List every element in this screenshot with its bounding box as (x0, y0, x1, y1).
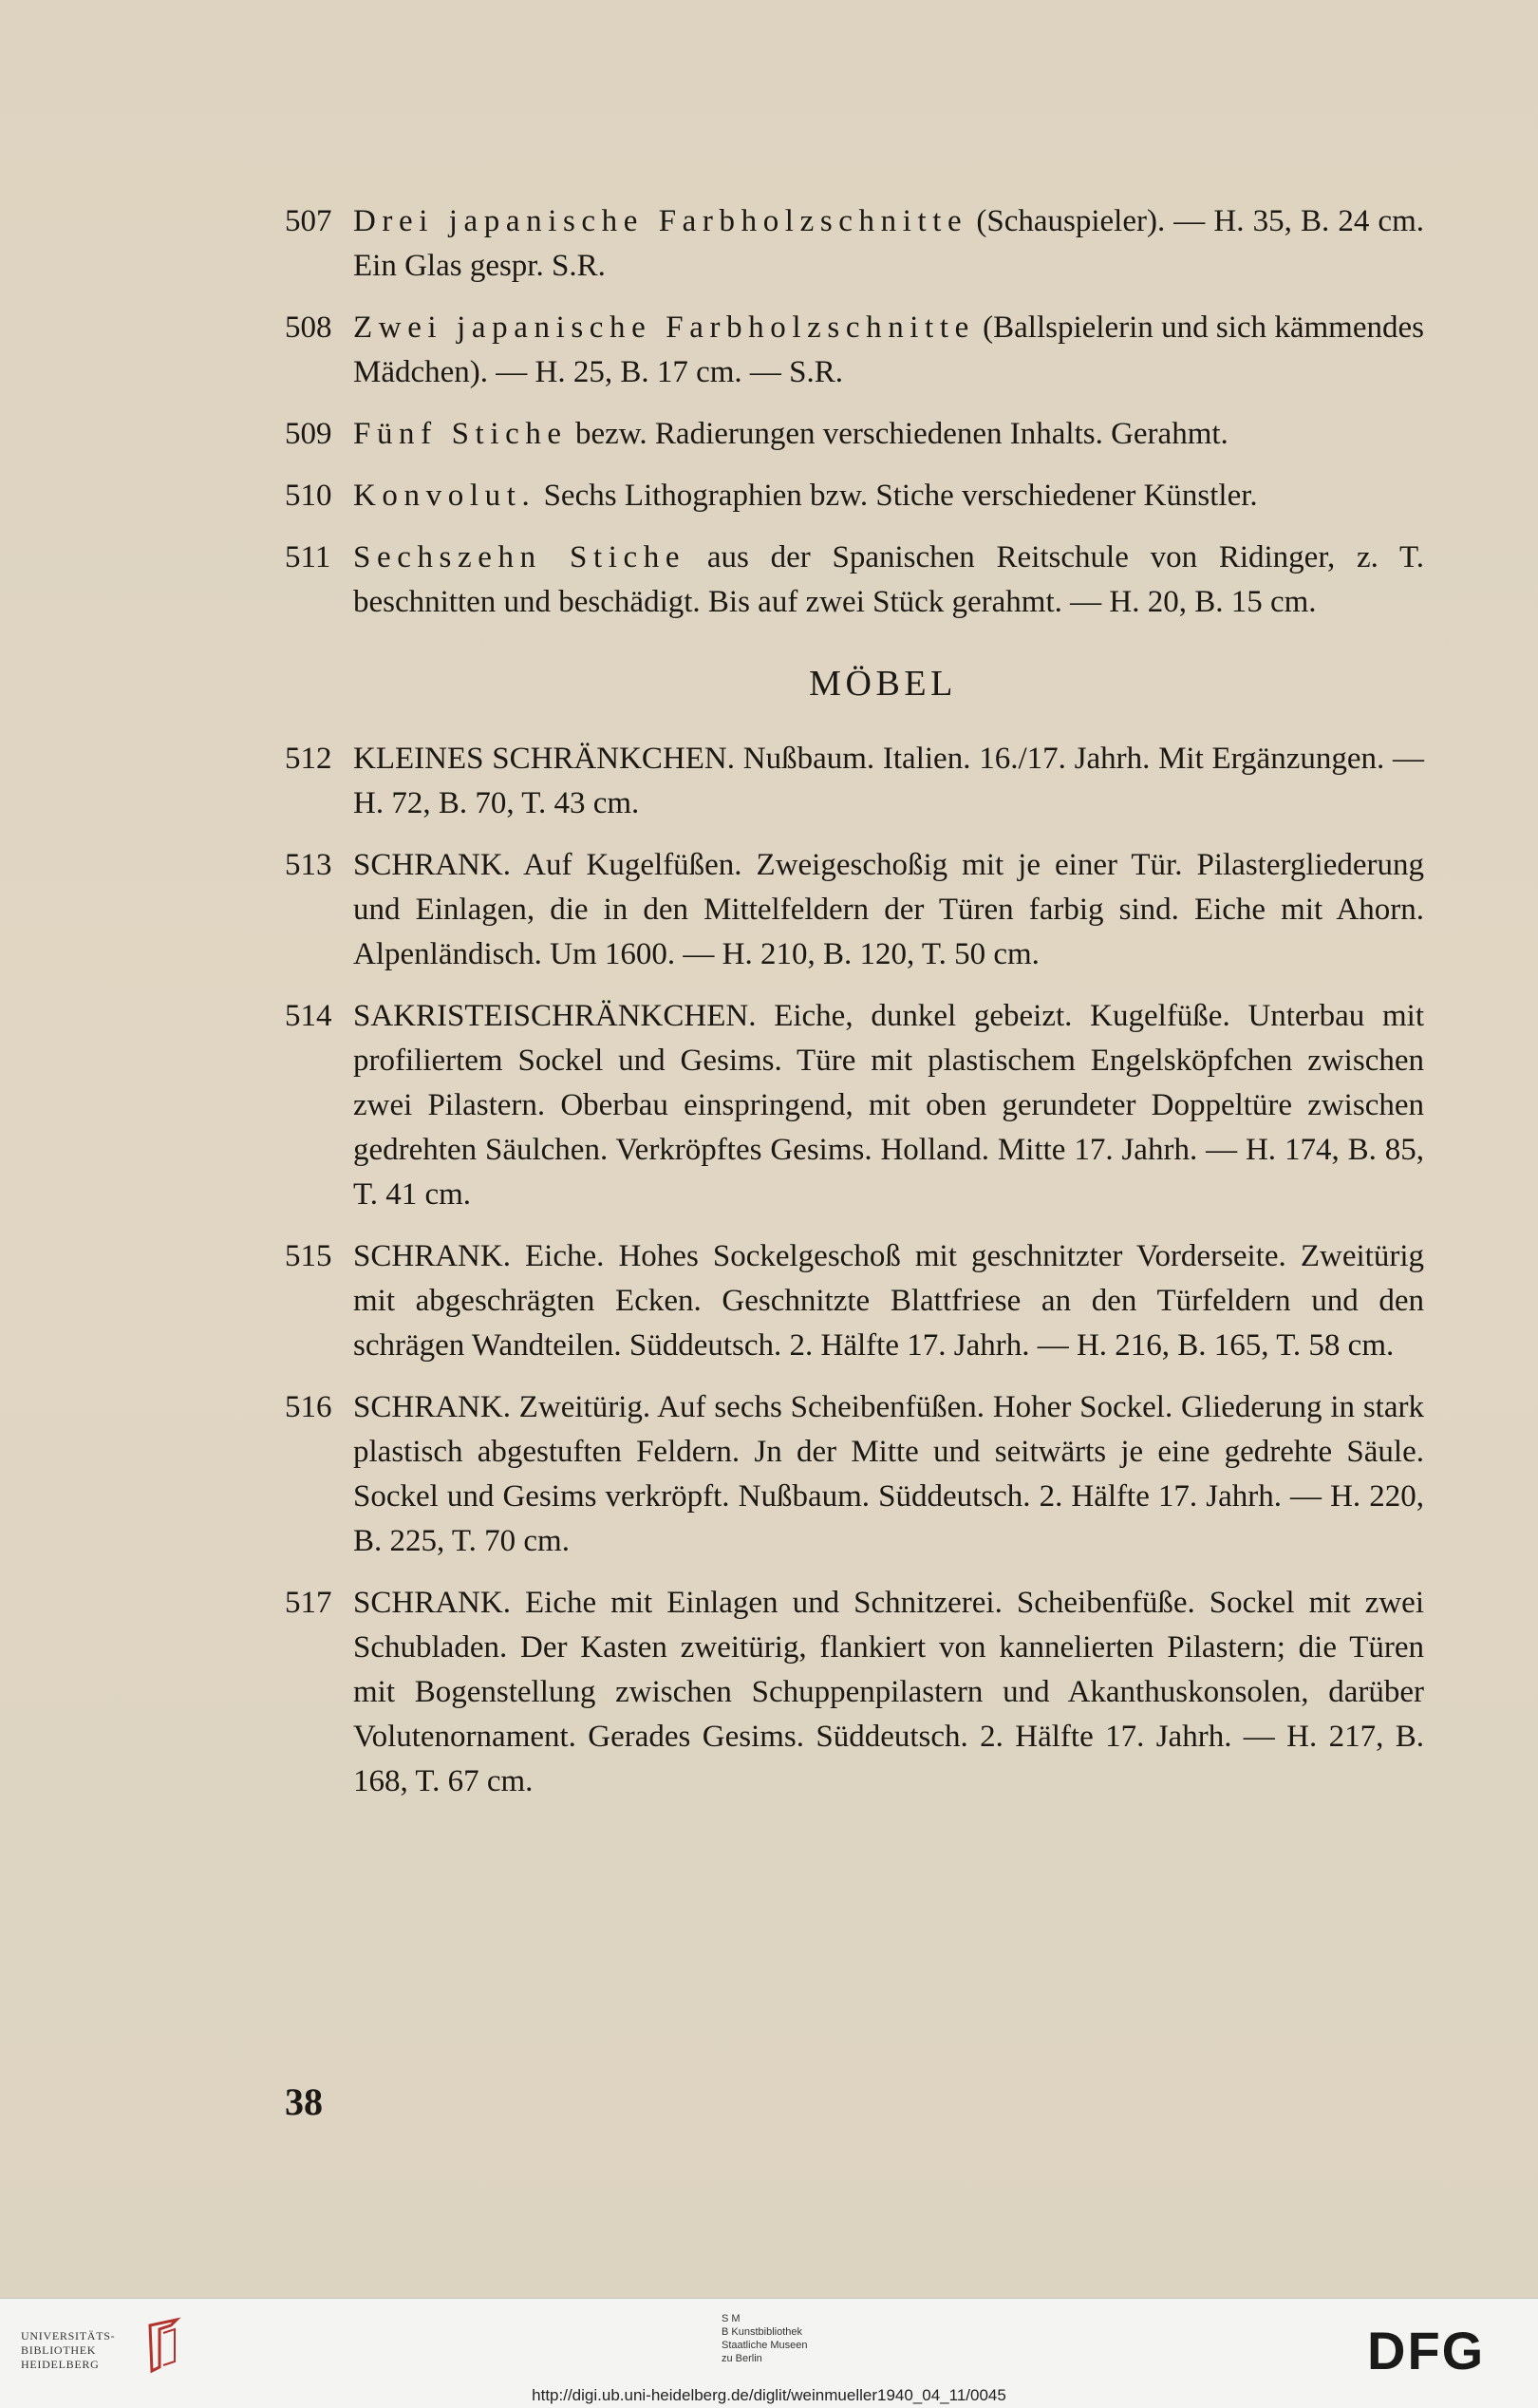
catalog-entry (285, 994, 1424, 1217)
entry-text: (Schauspieler). — H. 35, B. 24 cm. Ein Glas gespr. S.R. (353, 204, 1424, 283)
entry-text: SCHRANK. Zweitürig. Auf sechs Scheibenfüßen. Hoher Sockel. Gliederung in stark plastisch abgestuften Feldern. Jn der Mitte und seitwärts je eine gedrehte Säule. Sockel und Gesims verkröpft. Nußbaum. Süddeutsch. 2. Hälfte 17. Jahrh. — H. 220, B. 225, T. 70 cm. (353, 1390, 1424, 1558)
catalog-entry (285, 306, 1424, 395)
logo-text-line: HEIDELBERG (21, 2358, 100, 2371)
catalog-entry (285, 1581, 1424, 1804)
entry-text: SCHRANK. Eiche. Hohes Sockelgeschoß mit geschnitzter Vorderseite. Zweitürig mit abgeschrägten Ecken. Geschnitzte Blattfriese an den Türfeldern und den schrägen Wandteilen. Süddeutsch. 2. Hälfte 17. Jahrh. — H. 216, B. 165, T. 58 cm. (353, 1239, 1424, 1363)
entry-number: 514 (285, 999, 332, 1033)
catalog-entry (285, 412, 1424, 457)
catalog-entry (285, 199, 1424, 289)
catalog-entry (285, 536, 1424, 625)
entry-text: (Ballspielerin und sich kämmendes Mädchen). — H. 25, B. 17 cm. — S.R. (353, 310, 1424, 389)
entry-number: 507 (285, 204, 332, 238)
catalog-entry (285, 474, 1424, 518)
entry-number: 509 (285, 417, 332, 451)
entry-lead: Konvolut. (353, 479, 536, 513)
entry-text: SCHRANK. Auf Kugelfüßen. Zweigeschoßig mit je einer Tür. Pilastergliederung und Einlagen, die in den Mittelfeldern der Türen farbig sind. Eiche mit Ahorn. Alpenländisch. Um 1600. — H. 210, B. 120, T. 50 cm. (353, 848, 1424, 971)
page-number: 38 (285, 2080, 323, 2123)
university-library-logo[interactable] (21, 2329, 115, 2372)
digitization-footer (0, 2298, 1538, 2408)
logo-text-line: Staatliche Museen (722, 2340, 808, 2351)
section-heading: MÖBEL (809, 664, 957, 704)
logo-text-line: zu Berlin (722, 2353, 762, 2364)
dfg-logo[interactable]: DFG (1367, 2321, 1486, 2380)
logo-text-line: BIBLIOTHEK (21, 2343, 97, 2357)
catalog-entry (285, 843, 1424, 977)
entry-number: 515 (285, 1239, 332, 1273)
entry-number: 512 (285, 742, 332, 776)
entry-lead: Sechszehn Stiche (353, 540, 686, 574)
entry-text: SAKRISTEISCHRÄNKCHEN. Eiche, dunkel gebeizt. Kugelfüße. Unterbau mit profiliertem Sockel und Gesims. Türe mit plastischem Engelsköpfchen zwischen zwei Pilastern. Oberbau einspringend, mit oben gerundeter Doppeltüre zwischen gedrehten Säulchen. Verkröpftes Gesims. Holland. Mitte 17. Jahrh. — H. 174, B. 85, T. 41 cm. (353, 999, 1424, 1212)
logo-text-line: S M (722, 2313, 741, 2324)
permalink-url[interactable]: http://digi.ub.uni-heidelberg.de/diglit/weinmueller1940_04_11/0045 (532, 2386, 1006, 2404)
entry-lead: Zwei japanische Farbholzschnitte (353, 310, 975, 345)
entry-number: 517 (285, 1586, 332, 1620)
entry-number: 508 (285, 310, 332, 345)
university-emblem-icon (142, 2316, 184, 2375)
kunstbibliothek-logo[interactable] (722, 2312, 808, 2365)
catalog-entry (285, 737, 1424, 826)
catalog-entry (285, 1385, 1424, 1564)
entry-text: bezw. Radierungen verschiedenen Inhalts. Gerahmt. (567, 417, 1229, 451)
entry-text: aus der Spanischen Reitschule von Ridinger, z. T. beschnitten und beschädigt. Bis auf zwei Stück gerahmt. — H. 20, B. 15 cm. (353, 540, 1424, 619)
entry-text: KLEINES SCHRÄNKCHEN. Nußbaum. Italien. 16./17. Jahrh. Mit Ergänzungen. — H. 72, B. 70, T. 43 cm. (353, 742, 1424, 820)
entry-text: Sechs Lithographien bzw. Stiche verschiedener Künstler. (535, 479, 1258, 513)
entry-lead: Fünf Stiche (353, 417, 568, 451)
entry-number: 510 (285, 479, 332, 513)
entry-text: SCHRANK. Eiche mit Einlagen und Schnitzerei. Scheibenfüße. Sockel mit zwei Schubladen. Der Kasten zweitürig, flankiert von kannelierten Pilastern; die Türen mit Bogenstellung zwischen Schuppenpilastern und Akanthuskonsolen, darüber Volutenornament. Gerades Gesims. Süddeutsch. 2. Hälfte 17. Jahrh. — H. 217, B. 168, T. 67 cm. (353, 1586, 1424, 1798)
entry-number: 511 (285, 540, 331, 574)
logo-text-line: B Kunstbibliothek (722, 2326, 802, 2338)
entry-number: 513 (285, 848, 332, 882)
entry-lead: Drei japanische Farbholzschnitte (353, 204, 968, 238)
logo-text-line: UNIVERSITÄTS- (21, 2329, 116, 2342)
catalog-entry (285, 1234, 1424, 1368)
entry-number: 516 (285, 1390, 332, 1424)
catalog-entries (285, 199, 1424, 1821)
